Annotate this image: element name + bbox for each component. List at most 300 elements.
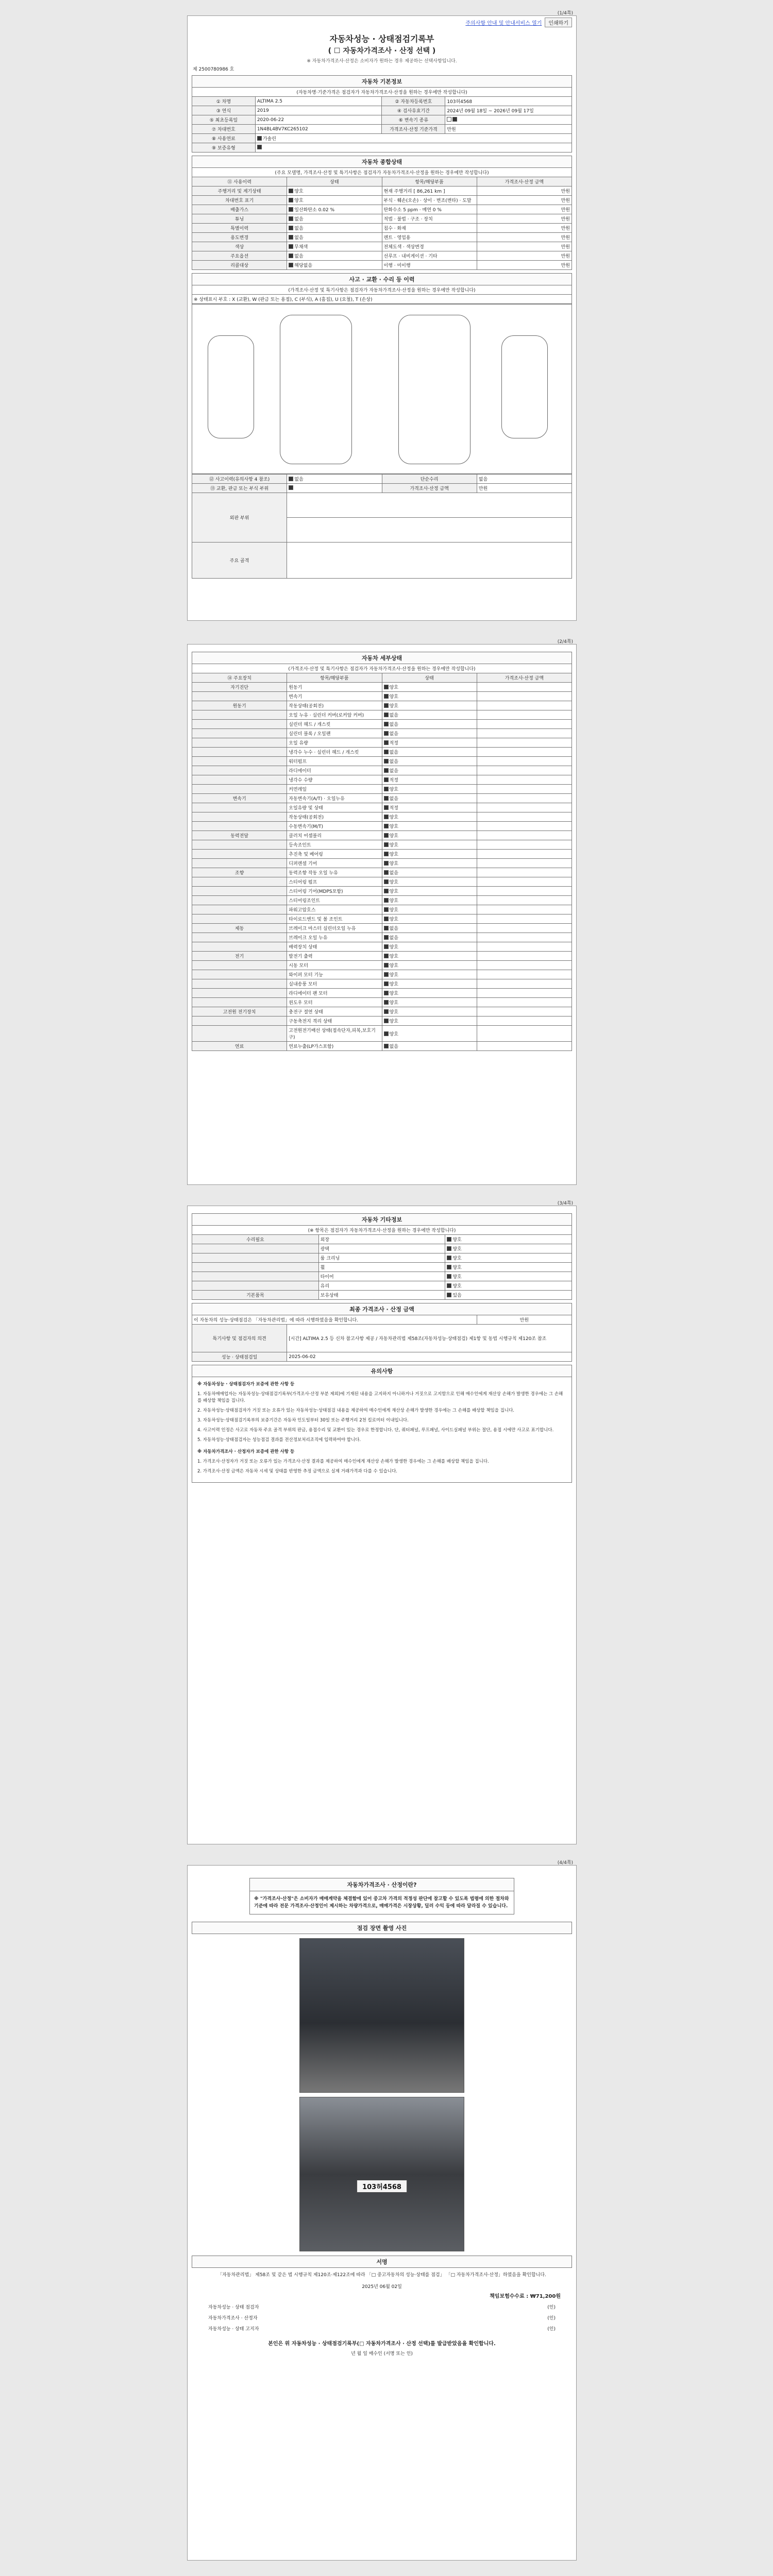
signer-role: 자동차성능 · 상태 점검자 [208,2305,259,2310]
detail-state: 양호 [389,945,398,950]
checkbox[interactable] [452,117,457,122]
detail-group [192,1026,287,1042]
other-state: 양호 [452,1265,462,1270]
notice-item: 5. 자동차성능·상태점검자는 성능점검 결과를 전산정보처리조직에 입력하여야 합니다. [197,1437,361,1443]
detail-row [192,794,572,803]
detail-state: 양호 [389,861,398,867]
page-marker: (3/4쪽) [557,1201,573,1206]
detail-item: 원동기 [287,683,382,692]
detail-group: 자기진단 [192,683,287,692]
detail-state: 없음 [389,769,398,774]
checkbox[interactable] [384,694,389,699]
page-2 [187,639,577,1185]
detail-group [192,942,287,952]
status-detail: 현재 주행거리 [ 86,261 km ] [382,187,477,196]
status-state: 없음 [294,217,304,222]
detail-state: 적정 [389,778,398,783]
accident-simple-label: 단순수리 [382,474,477,484]
checkbox[interactable] [289,189,293,193]
checkbox[interactable] [289,485,293,490]
doc-title: 자동차성능 · 상태점검기록부 [329,34,434,44]
detail-state: 양호 [389,899,398,904]
detail-header: 가격조사·산정 금액 [477,673,572,683]
year: 2019 [255,106,382,115]
checkbox[interactable] [384,889,389,893]
other-label [192,1272,319,1281]
status-row [192,242,572,251]
detail-item: 와이퍼 모터 기능 [287,970,382,979]
detail-item: 오일유량 및 상태 [287,803,382,812]
detail-state: 양호 [389,954,398,959]
status-amount: 만원 [477,261,572,270]
accident-label: ⑫ 사고이력(유의사항 4 참조) [192,474,287,484]
spec-text: [시간] ALTIMA 2.5 등 신차 참고사항 제공 / 자동차관리법 제58조(자동차성능·상태점검) 제1항 및 동법 시행규칙 제120조 참조 [287,1325,572,1352]
outer-rank-label: 외판 부위 [192,493,287,543]
date: 2025-06-02 [287,1352,572,1362]
signer-role: 자동차성능 · 상태 고지자 [208,2327,259,2332]
status-state: 양호 [294,198,304,204]
checkbox[interactable] [384,981,389,986]
signer-row [188,2301,576,2312]
detail-item: 자동변속기(A/T) · 오일누유 [287,794,382,803]
status-row [192,196,572,205]
status-state: 없음 [294,235,304,241]
detail-item: 윈도우 모터 [287,998,382,1007]
checkbox[interactable] [384,1031,389,1036]
checkbox[interactable] [447,1283,451,1288]
checkbox[interactable] [447,1246,451,1251]
detail-item: 냉각수 수량 [287,775,382,785]
status-label: 차대번호 표기 [192,196,287,205]
detail-row [192,877,572,887]
detail-row [192,692,572,701]
status-note: (주요 모델명, 가격조사·산정 및 특기사항은 점검자가 자동차가격조사·산정을 원하는 경우에만 작성합니다) [192,168,572,177]
other-state: 양호 [452,1238,462,1243]
detail-group [192,692,287,701]
detail-item: 디퍼렌셜 기어 [287,859,382,868]
other-label: 수리필요 [192,1235,319,1244]
checkbox[interactable] [384,805,389,810]
detail-group [192,970,287,979]
checkbox[interactable] [289,235,293,240]
checkbox[interactable] [384,944,389,949]
detail-state: 양호 [389,1001,398,1006]
detail-group [192,822,287,831]
checkbox[interactable] [384,852,389,856]
signer-seal: (인) [547,2316,556,2321]
other-row [192,1253,572,1263]
detail-row [192,1007,572,1016]
accident-table [192,474,572,579]
detail-item: 클러치 어셈블리 [287,831,382,840]
checkbox[interactable] [384,731,389,736]
signer-row [188,2323,576,2334]
detail-state: 없음 [389,750,398,755]
status-state: 없음 [294,226,304,231]
detail-item: 구동축전지 격리 상태 [287,1016,382,1026]
other-item: 외장 [318,1235,445,1244]
car-diagram [192,304,572,474]
checkbox[interactable] [384,926,389,930]
other-state: 있음 [452,1293,462,1298]
detail-row [192,924,572,933]
notice-subtitle: ※ 자동차가격조사 · 산정자가 보증에 관한 사항 등 [197,1449,295,1454]
detail-item: 발전기 출력 [287,952,382,961]
status-amount: 만원 [477,187,572,196]
sign-date: 2025년 06월 02일 [362,2284,402,2290]
spec-label: 특기사항 및 점검자의 의견 [192,1325,287,1352]
checkbox[interactable] [384,954,389,958]
checkbox[interactable] [447,1256,451,1260]
detail-row [192,952,572,961]
detail-item: 라디에이터 [287,766,382,775]
checkbox[interactable] [384,815,389,819]
detail-group [192,989,287,998]
detail-group [192,812,287,822]
detail-group [192,859,287,868]
detail-state: 없음 [389,732,398,737]
other-info-table [192,1225,572,1300]
status-header-row [192,177,572,187]
accident-note: (가격조사·산정 및 특기사항은 점검자가 자동차가격조사·산정을 원하는 경우에만 작성합니다) [192,285,572,295]
status-header: 상태 [287,177,382,187]
detail-group: 변속기 [192,794,287,803]
detail-group [192,877,287,887]
detail-item: 변속기 [287,692,382,701]
detail-item: 추진축 및 베어링 [287,850,382,859]
checkbox[interactable] [384,842,389,847]
detail-group [192,803,287,812]
detail-row [192,812,572,822]
detail-item: 오일 누유 · 실린더 커버(로커암 커버) [287,710,382,720]
checkbox[interactable] [384,861,389,866]
status-label: 주행거리 및 계기상태 [192,187,287,196]
sign-title: 서명 [192,2256,572,2268]
detail-item: 수동변속기(M/T) [287,822,382,831]
date-label: 성능 · 상태점검일 [192,1352,287,1362]
notice-item: 2. 자동차성능·상태점검자가 거짓 또는 오류가 있는 자동차성능·상태점검 내용을 제공하여 매수인에게 재산상 손해가 발생한 경우에는 그 손해를 배상할 책임을 집니다. [197,1408,514,1413]
checkbox[interactable] [384,722,389,726]
detail-item: 연료누출(LP가스포함) [287,1042,382,1051]
print-button[interactable]: 인쇄하기 [545,18,572,27]
checkbox[interactable] [384,907,389,912]
status-label: 튜닝 [192,214,287,224]
detail-row [192,961,572,970]
other-item: 휠 [318,1263,445,1272]
detail-item: 작동상태(공회전) [287,812,382,822]
detail-state: 없음 [389,713,398,718]
checkbox[interactable] [384,750,389,754]
signer-seal: (인) [547,2305,556,2310]
detail-item: 커먼레일 [287,785,382,794]
status-label: 배출가스 [192,205,287,214]
notice-item: 2. 가격조사·산정 금액은 자동차 시세 및 상태를 반영한 추정 금액으로 실제 거래가격과 다를 수 있습니다. [197,1469,397,1474]
detail-group [192,933,287,942]
notice-item: 1. 가격조사·산정자가 거짓 또는 오류가 있는 가격조사·산정 결과를 제공하여 매수인에게 재산상 손해가 발생한 경우에는 그 손해를 배상할 책임을 집니다. [197,1459,489,1464]
detail-row [192,914,572,924]
first-reg-label: ⑤ 최초등록일 [192,115,256,125]
checkbox[interactable] [384,935,389,940]
status-table [192,167,572,270]
status-detail: 전체도색 · 색상변경 [382,242,477,251]
status-state: 없음 [294,254,304,259]
checkbox[interactable] [384,824,389,828]
checkbox[interactable] [384,917,389,921]
detail-row [192,979,572,989]
checkbox[interactable] [384,991,389,995]
car-front-view [208,335,254,438]
checkbox[interactable] [384,1044,389,1048]
checkbox[interactable] [384,796,389,801]
photo-rear [299,2097,464,2251]
detail-group [192,729,287,738]
checkbox[interactable] [384,1009,389,1014]
checkbox[interactable] [384,1000,389,1005]
accident-simple-label: 가격조사·산정 금액 [382,484,477,493]
detail-state: 양호 [389,685,398,690]
status-header: 가격조사·산정 금액 [477,177,572,187]
detail-item: 실내송풍 모터 [287,979,382,989]
final-unit: 만원 [477,1315,572,1325]
sign-amount: 책임보험수수료 : ₩71,200원 [490,2294,561,2299]
detail-item: 작동상태(공회전) [287,701,382,710]
detail-item: 충전구 절연 상태 [287,1007,382,1016]
detail-row [192,859,572,868]
detail-item: 실린더 블록 / 오일팬 [287,729,382,738]
detail-group: 제동 [192,924,287,933]
checkbox[interactable] [257,145,262,149]
status-row [192,251,572,261]
checkbox[interactable] [384,963,389,968]
status-state: 일산화탄소 0.02 % [294,208,335,213]
detail-row [192,942,572,952]
accident-row [192,474,572,484]
signer-row [188,2312,576,2323]
status-title: 자동차 종합상태 [192,156,572,167]
other-label [192,1244,319,1253]
accident-simple-state: 없음 [477,474,572,484]
detail-row [192,757,572,766]
detail-group [192,1016,287,1026]
accident-state: 없음 [294,477,304,482]
status-amount: 만원 [477,233,572,242]
detail-row [192,785,572,794]
final-note: 이 자동차의 성능·상태점검은 「자동차관리법」에 따라 시행하였음을 확인합니다. [192,1315,477,1325]
other-item: 보유상태 [318,1291,445,1300]
notice-item: 3. 자동차성능·상태점검기록부의 보증기간은 자동차 인도일부터 30일 또는 주행거리 2천 킬로미터 이내입니다. [197,1418,409,1423]
detail-header: 상태 [382,673,477,683]
checkbox[interactable] [384,787,389,791]
detail-row [192,1042,572,1051]
checkbox[interactable] [384,879,389,884]
detail-item: 고전원전기배선 상태(접속단자,피복,보호기구) [287,1026,382,1042]
detail-row [192,998,572,1007]
detail-row [192,775,572,785]
final-title: 최종 가격조사 · 산정 금액 [192,1303,572,1315]
status-row [192,187,572,196]
other-state: 양호 [452,1247,462,1252]
reg-no-label: ② 자동차등록번호 [382,97,445,106]
other-state: 양호 [452,1256,462,1261]
detail-group: 원동기 [192,701,287,710]
detail-item: 등속조인트 [287,840,382,850]
detail-item: 스티어링 펌프 [287,877,382,887]
detail-header-row [192,673,572,683]
price-info-text: ※ "가격조사·산정"은 소비자가 매매계약을 체결함에 있어 중고차 가격의 적정성 판단에 참고할 수 있도록 법령에 의한 절차와 기준에 따라 전문 가격조사·산정인이 제시하는 차량가격으로, 매매가격은 시장상황, 딜러 수익 등에 따라 달라질 수 있습니다. [254,1896,509,1909]
detail-row [192,822,572,831]
detail-group [192,738,287,748]
checkbox[interactable] [384,768,389,773]
page-marker: (2/4쪽) [557,639,573,645]
status-label: 리콜대상 [192,261,287,270]
detail-group [192,887,287,896]
checkbox[interactable] [384,685,389,689]
doc-subtitle: ( ☐ 자동차가격조사 · 산정 선택 ) [328,47,436,55]
checkbox[interactable] [384,870,389,875]
checkbox[interactable] [289,244,293,249]
detail-item: 시동 모터 [287,961,382,970]
basic-info-title: 자동차 기본정보 [192,75,572,87]
other-info-title: 자동차 기타정보 [192,1213,572,1225]
detail-row [192,905,572,914]
detail-state: 없음 [389,759,398,765]
status-state: 해당없음 [294,263,313,268]
detail-state: 없음 [389,722,398,727]
checkbox[interactable] [384,972,389,977]
checkbox[interactable] [384,740,389,745]
detail-state: 양호 [389,1010,398,1015]
accident-legend: ※ 상태표시 부호 : X (교환), W (판금 또는 용접), C (부식), A (흠집), U (요철), T (손상) [192,295,572,304]
car-rear-view [501,335,548,438]
status-row [192,224,572,233]
price-unit: 만원 [445,125,572,134]
checkbox[interactable] [289,226,293,230]
detail-header: 항목/해당부품 [287,673,382,683]
price-label: 가격조사·산정 기준가격 [382,125,445,134]
checkbox[interactable] [289,198,293,202]
detail-group: 연료 [192,1042,287,1051]
checkbox[interactable] [447,1265,451,1269]
status-amount: 만원 [477,251,572,261]
detail-group [192,979,287,989]
status-detail: 이행 · 미이행 [382,261,477,270]
license-plate: 103허4568 [357,2180,407,2193]
detail-item: 스티어링 기어(MDPS포함) [287,887,382,896]
basic-info-table [192,87,572,152]
checkbox[interactable] [289,207,293,212]
other-row [192,1235,572,1244]
accident-note-table [192,285,572,304]
detail-state: 양호 [389,982,398,987]
status-amount: 만원 [477,214,572,224]
checkbox[interactable] [289,216,293,221]
detail-row [192,1016,572,1026]
detail-state: 양호 [389,880,398,885]
checkbox[interactable] [384,898,389,903]
checkbox[interactable] [447,1237,451,1242]
sign-note: 「자동차관리법」 제58조 및 같은 법 시행규칙 제120조·제122조에 따라 「□ 중고자동차의 성능·상태를 점검」 「□ 자동차가격조사·산정」하였음을 확인합니다. [217,2273,546,2278]
checkbox[interactable] [447,1293,451,1297]
status-header: 항목/해당부품 [382,177,477,187]
vin: 1N4BL4BV7KC265102 [255,125,382,134]
detail-row [192,1026,572,1042]
footer-sub: 년 월 일 매수인 (서명 또는 인) [351,2351,413,2357]
checkbox[interactable] [289,263,293,267]
status-row [192,214,572,224]
detail-note: (가격조사·산정 및 특기사항은 점검자가 자동차가격조사·산정을 원하는 경우에만 작성합니다) [192,664,572,673]
detail-state: 없음 [389,796,398,802]
detail-row [192,720,572,729]
car-name: ALTIMA 2.5 [255,97,382,106]
status-label: 주요옵션 [192,251,287,261]
detail-state: 없음 [389,936,398,941]
status-detail: 부식 · 훼손(오손) · 상이 · 변조(변타) · 도말 [382,196,477,205]
checkbox[interactable] [289,477,293,481]
fuel-selected: 가솔린 [262,137,276,142]
status-state: 무채색 [294,245,308,250]
detail-item: 파워고압호스 [287,905,382,914]
checkbox[interactable] [384,833,389,838]
detail-row [192,840,572,850]
other-info-note: (※ 항목은 점검자가 자동차가격조사·산정을 원하는 경우에만 작성합니다) [192,1226,572,1235]
checkbox[interactable] [447,117,451,122]
status-label: 용도변경 [192,233,287,242]
detail-row [192,701,572,710]
reg-no: 103허4568 [445,97,572,106]
checkbox[interactable] [384,777,389,782]
detail-state: 양호 [389,852,398,857]
other-item: 타이어 [318,1272,445,1281]
basic-note: (자동차명·기준가격은 점검자가 자동차가격조사·산정을 원하는 경우에만 작성합니다) [192,88,572,97]
detail-row [192,831,572,840]
detail-group [192,896,287,905]
page-1 [187,11,577,621]
detail-group [192,961,287,970]
accident-row [192,484,572,493]
notices [192,1377,572,1483]
detail-group [192,905,287,914]
detail-item: 오일 유량 [287,738,382,748]
signer-role: 자동차가격조사 · 산정자 [208,2316,258,2321]
detail-state: 양호 [389,704,398,709]
checkbox[interactable] [384,713,389,717]
detail-state: 양호 [389,917,398,922]
detail-item: 워터펌프 [287,757,382,766]
detail-group [192,914,287,924]
other-label [192,1281,319,1291]
checkbox[interactable] [384,703,389,708]
detail-state: 없음 [389,1044,398,1049]
cert-number: 제 2500780986 호 [193,67,234,72]
notice-item: 4. 사고이력 인정은 사고로 자동차 주요 골격 부위의 판금, 용접수리 및 교환이 있는 경우로 한정합니다. 단, 쿼터패널, 루프패널, 사이드실패널 부위는 절단, 용접 시에만 사고로 표기합니다. [197,1428,554,1433]
detail-group [192,720,287,729]
car-name-label: ① 차명 [192,97,256,106]
checkbox[interactable] [447,1274,451,1279]
notice-subtitle: ※ 자동차성능 · 상태점검자가 보증에 관한 사항 등 [197,1382,295,1387]
detail-state: 양호 [389,843,398,848]
detail-group [192,850,287,859]
checkbox[interactable] [289,253,293,258]
status-amount: 만원 [477,205,572,214]
checkbox[interactable] [384,759,389,764]
detail-state: 없음 [389,926,398,931]
status-amount: 만원 [477,242,572,251]
status-amount: 만원 [477,224,572,233]
notice-link[interactable]: 주의사항 안내 및 안내서비스 열기 [465,20,542,26]
detail-state: 양호 [389,1019,398,1024]
checkbox[interactable] [257,136,262,141]
checkbox[interactable] [384,1019,389,1023]
